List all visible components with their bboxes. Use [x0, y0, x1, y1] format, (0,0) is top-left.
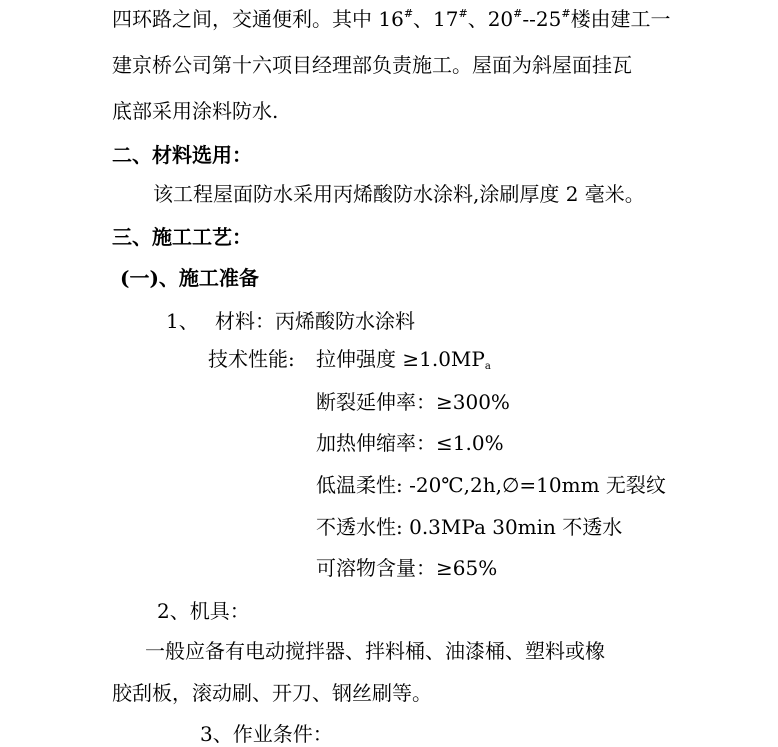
subsection-heading-preparation: (一)、施工准备	[120, 266, 259, 290]
paragraph-tools-line-1: 一般应备有电动搅拌器、拌料桶、油漆桶、塑料或橡	[145, 639, 605, 663]
superscript: #	[458, 7, 468, 20]
text-run: 、17	[413, 7, 459, 31]
spec-low-temp: 低温柔性: -20℃,2h,∅=10mm 无裂纹	[316, 473, 666, 497]
paragraph-line-1	[112, 7, 671, 31]
list-item-1-text: 材料：丙烯酸防水涂料	[215, 309, 415, 333]
text-run: 楼由建工一	[570, 7, 671, 31]
spec-impermeability: 不透水性: 0.3MPa 30min 不透水	[316, 515, 623, 539]
section-heading-process: 三、施工工艺：	[112, 225, 252, 249]
spec-tensile-strength	[316, 347, 491, 371]
section-heading-materials: 二、材料选用：	[112, 143, 252, 167]
list-item-3: 3、作业条件：	[200, 722, 333, 746]
text-run: --25	[522, 7, 562, 31]
spec-soluble-content: 可溶物含量：≥65%	[316, 556, 498, 580]
paragraph-materials: 该工程屋面防水采用丙烯酸防水涂料,涂刷厚度 2 毫米。	[153, 182, 645, 206]
text-run: 、20	[467, 7, 514, 31]
paragraph-line-3: 底部采用涂料防水.	[112, 99, 279, 123]
list-item-1-number: 1、	[166, 309, 199, 333]
superscript: #	[403, 7, 414, 20]
spec-elongation: 断裂延伸率：≥300%	[316, 390, 510, 414]
superscript: #	[513, 7, 523, 20]
subscript: a	[484, 361, 491, 372]
paragraph-line-2: 建京桥公司第十六项目经理部负责施工。屋面为斜屋面挂瓦	[112, 53, 632, 77]
list-item-2: 2、机具：	[157, 599, 250, 623]
text-run: 四环路之间，交通便利。其中 16	[112, 7, 404, 31]
paragraph-tools-line-2: 胶刮板，滚动刷、开刀、钢丝刷等。	[112, 681, 432, 705]
spec-label: 技术性能:	[208, 347, 295, 371]
superscript: #	[561, 7, 571, 20]
text-run: 拉伸强度 ≥1.0MP	[316, 347, 485, 371]
spec-heat-shrink: 加热伸缩率：≤1.0%	[316, 431, 504, 455]
